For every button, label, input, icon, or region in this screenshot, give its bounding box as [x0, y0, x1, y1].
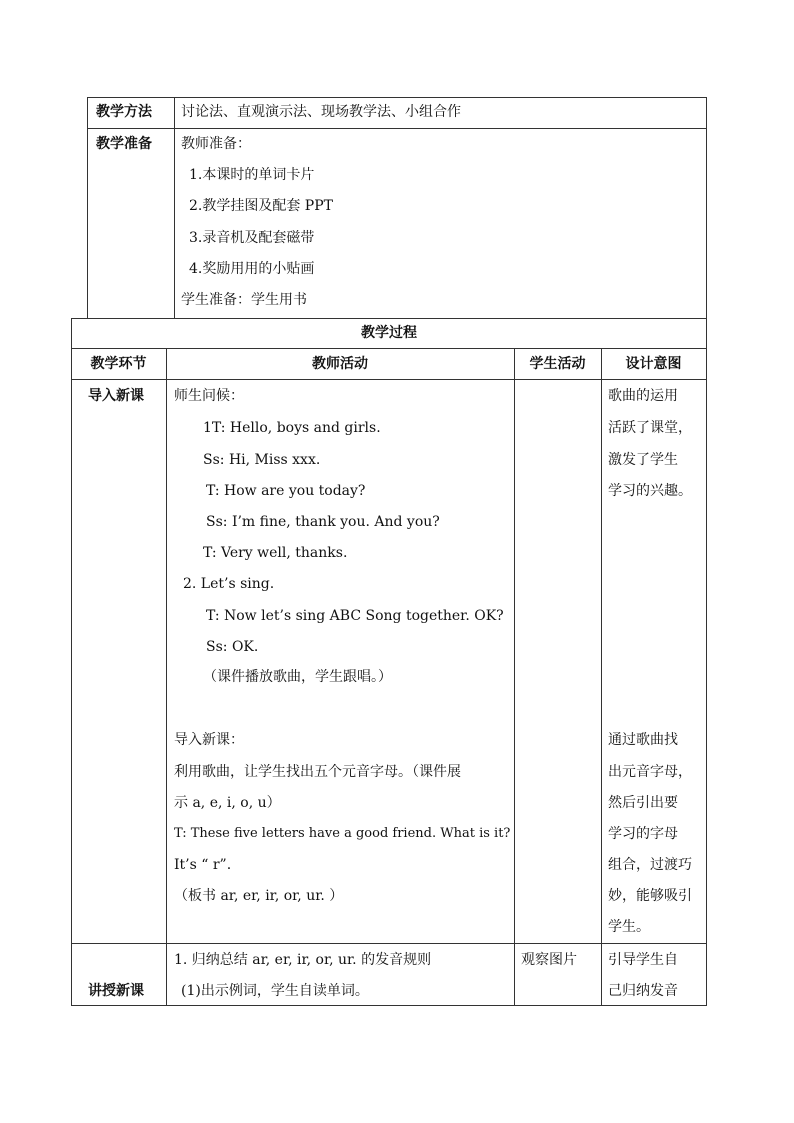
teacher-line: T: How are you today? — [206, 483, 366, 499]
teacher-line: 示 a, e, i, o, u） — [174, 795, 281, 811]
stage-new-lesson: 讲授新课 — [88, 983, 144, 999]
teacher-line: 2. Let’s sing. — [183, 576, 275, 592]
intent-line: 学习的字母 — [608, 826, 678, 842]
intent-line: 然后引出要 — [608, 795, 678, 811]
teacher-line: （课件播放歌曲，学生跟唱。） — [203, 669, 392, 685]
teacher-line: 1T: Hello, boys and girls. — [203, 420, 381, 436]
teacher-line: T: Now let’s sing ABC Song together. OK? — [206, 608, 504, 624]
prep-line: 1.本课时的单词卡片 — [189, 167, 315, 183]
intent-line: 活跃了课堂， — [608, 420, 692, 436]
prep-line: 2.教学挂图及配套 PPT — [189, 198, 333, 214]
intent-line: 学生。 — [608, 919, 650, 935]
process-title: 教学过程 — [361, 325, 417, 341]
intent-line: 歌曲的运用 — [608, 388, 678, 404]
intent-line: 出元音字母， — [608, 764, 692, 780]
teacher-line: 师生问候： — [174, 388, 244, 404]
intent-line: 学习的兴趣。 — [608, 483, 692, 499]
prep-label: 教学准备 — [96, 136, 152, 152]
stage-intro: 导入新课 — [88, 388, 144, 404]
intent-line: 妙，能够吸引 — [608, 888, 692, 904]
prep-line: 4.奖励用用的小贴画 — [189, 261, 315, 277]
header-intent: 设计意图 — [625, 356, 682, 372]
teacher-line: T: These five letters have a good friend. What is it? — [174, 826, 511, 841]
header-student: 学生活动 — [529, 356, 586, 372]
prep-line: 教师准备： — [181, 136, 251, 152]
prep-line: 学生准备：学生用书 — [181, 292, 307, 308]
teacher-line: （板书 ar, er, ir, or, ur. ） — [174, 888, 344, 904]
teacher-line: 利用歌曲，让学生找出五个元音字母。（课件展 — [174, 764, 461, 780]
intent-line: 引导学生自 — [608, 952, 678, 968]
teacher-line: Ss: Hi, Miss xxx. — [203, 452, 321, 468]
header-stage: 教学环节 — [90, 356, 147, 372]
prep-line: 3.录音机及配套磁带 — [189, 230, 315, 246]
header-teacher: 教师活动 — [312, 356, 368, 372]
intent-line: 通过歌曲找 — [608, 732, 678, 748]
teacher-line: It’s “ r”. — [174, 857, 232, 873]
student-activity: 观察图片 — [521, 952, 577, 968]
intent-line: 组合，过渡巧 — [608, 857, 692, 873]
teacher-line: (1)出示例词，学生自读单词。 — [181, 983, 369, 999]
teacher-line: T: Very well, thanks. — [203, 545, 348, 561]
teacher-line: 导入新课： — [174, 732, 244, 748]
intent-line: 己归纳发音 — [608, 983, 678, 999]
teacher-line: Ss: OK. — [206, 639, 259, 655]
method-value: 讨论法、直观演示法、现场教学法、小组合作 — [181, 104, 461, 120]
teacher-line: Ss: I’m fine, thank you. And you? — [206, 514, 440, 530]
teacher-line: 1. 归纳总结 ar, er, ir, or, ur. 的发音规则 — [174, 952, 432, 968]
intent-line: 激发了学生 — [608, 452, 678, 468]
method-label: 教学方法 — [96, 104, 152, 120]
